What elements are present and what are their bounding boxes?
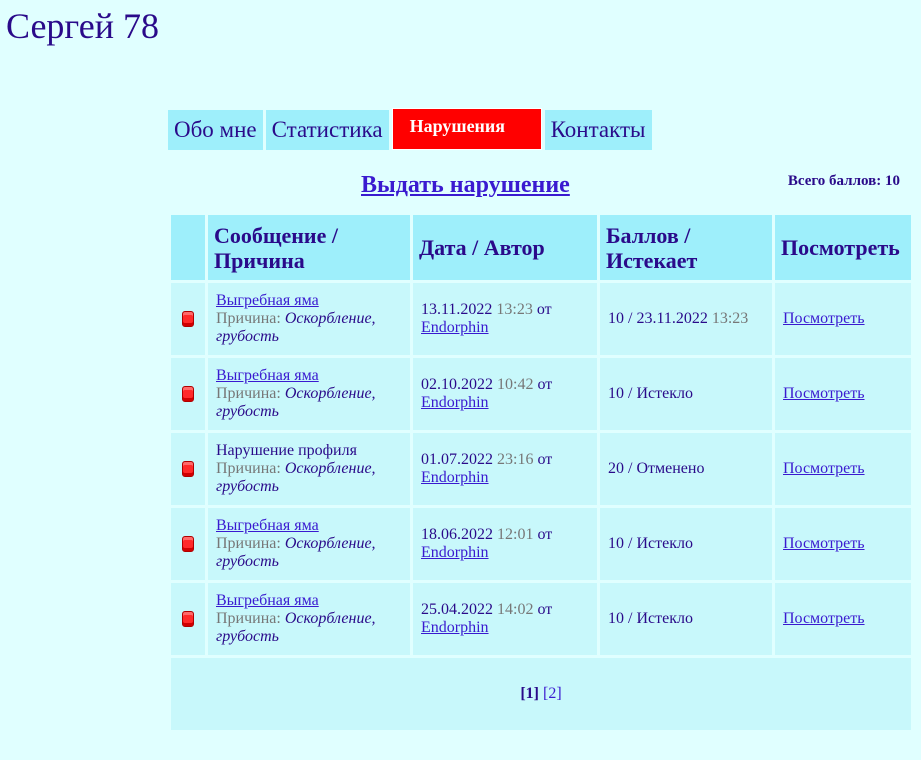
time: 13:23 bbox=[496, 301, 533, 318]
view-link[interactable]: Посмотреть bbox=[783, 385, 865, 402]
date-cell bbox=[413, 508, 597, 580]
points-cell bbox=[600, 433, 772, 505]
issue-violation-link[interactable]: Выдать нарушение bbox=[361, 172, 570, 198]
message-cell bbox=[208, 283, 410, 355]
view-link[interactable]: Посмотреть bbox=[783, 310, 865, 327]
points: 10 / Истекло bbox=[608, 535, 693, 552]
table-row bbox=[171, 433, 911, 505]
view-cell bbox=[775, 433, 911, 505]
view-link[interactable]: Посмотреть bbox=[783, 610, 865, 627]
time: 10:42 bbox=[497, 376, 534, 393]
tab-contacts[interactable]: Контакты bbox=[545, 110, 652, 150]
message-title: Нарушение профиля bbox=[216, 442, 357, 459]
tab-violations[interactable]: Нарушения bbox=[392, 108, 542, 150]
view-link[interactable]: Посмотреть bbox=[783, 535, 865, 552]
date: 02.10.2022 bbox=[421, 376, 493, 393]
from-label: от bbox=[537, 526, 553, 543]
tab-bar bbox=[168, 110, 652, 150]
column-header-points: Баллов / Истекает bbox=[600, 215, 772, 280]
page-2-link[interactable]: [2] bbox=[543, 685, 562, 702]
from-label: от bbox=[537, 451, 553, 468]
view-link[interactable]: Посмотреть bbox=[783, 460, 865, 477]
column-header-date: Дата / Автор bbox=[413, 215, 597, 280]
pagination-row bbox=[171, 658, 911, 730]
time: 12:01 bbox=[497, 526, 534, 543]
date-cell bbox=[413, 283, 597, 355]
red-flag-icon bbox=[182, 386, 194, 402]
time: 23:16 bbox=[497, 451, 534, 468]
table-row bbox=[171, 508, 911, 580]
pagination bbox=[171, 658, 911, 730]
table-header-row bbox=[171, 215, 911, 280]
reason-label: Причина: bbox=[216, 535, 281, 552]
reason-text: Оскорбление, грубость bbox=[216, 385, 376, 420]
from-label: от bbox=[536, 301, 552, 318]
tab-statistics[interactable]: Статистика bbox=[266, 110, 389, 150]
total-points: Всего баллов: 10 bbox=[787, 173, 900, 189]
table-row bbox=[171, 583, 911, 655]
reason-text: Оскорбление, грубость bbox=[216, 610, 376, 645]
red-flag-icon bbox=[182, 311, 194, 327]
date: 01.07.2022 bbox=[421, 451, 493, 468]
page-current: [1] bbox=[520, 685, 539, 702]
points: 10 / 23.11.2022 bbox=[608, 310, 708, 327]
date-cell bbox=[413, 433, 597, 505]
expire-time: 13:23 bbox=[711, 310, 749, 327]
author-link[interactable]: Endorphin bbox=[421, 394, 489, 411]
flag-cell bbox=[171, 583, 205, 655]
author-link[interactable]: Endorphin bbox=[421, 319, 489, 336]
message-cell bbox=[208, 358, 410, 430]
red-flag-icon bbox=[182, 461, 194, 477]
tab-about[interactable]: Обо мне bbox=[168, 110, 263, 150]
view-cell bbox=[775, 508, 911, 580]
points-cell bbox=[600, 283, 772, 355]
flag-cell bbox=[171, 283, 205, 355]
column-header-icon bbox=[171, 215, 205, 280]
table-body bbox=[171, 283, 911, 655]
table-row bbox=[171, 283, 911, 355]
violations-table bbox=[168, 212, 914, 733]
message-cell bbox=[208, 433, 410, 505]
red-flag-icon bbox=[182, 536, 194, 552]
reason-label: Причина: bbox=[216, 385, 281, 402]
reason-text: Оскорбление, грубость bbox=[216, 460, 376, 495]
author-link[interactable]: Endorphin bbox=[421, 544, 489, 561]
reason-label: Причина: bbox=[216, 460, 281, 477]
date-cell bbox=[413, 583, 597, 655]
author-link[interactable]: Endorphin bbox=[421, 469, 489, 486]
flag-cell bbox=[171, 358, 205, 430]
page-title: Сергей 78 bbox=[6, 6, 159, 46]
points-cell bbox=[600, 583, 772, 655]
message-title[interactable]: Выгребная яма bbox=[216, 292, 319, 309]
reason-label: Причина: bbox=[216, 610, 281, 627]
message-cell bbox=[208, 508, 410, 580]
points: 20 / Отменено bbox=[608, 460, 705, 477]
column-header-message: Сообщение / Причина bbox=[208, 215, 410, 280]
date: 25.04.2022 bbox=[421, 601, 493, 618]
date-cell bbox=[413, 358, 597, 430]
points-cell bbox=[600, 358, 772, 430]
reason-text: Оскорбление, грубость bbox=[216, 535, 376, 570]
message-title[interactable]: Выгребная яма bbox=[216, 367, 319, 384]
time: 14:02 bbox=[497, 601, 534, 618]
message-title[interactable]: Выгребная яма bbox=[216, 592, 319, 609]
red-flag-icon bbox=[182, 611, 194, 627]
points: 10 / Истекло bbox=[608, 610, 693, 627]
flag-cell bbox=[171, 433, 205, 505]
reason-text: Оскорбление, грубость bbox=[216, 310, 376, 345]
author-link[interactable]: Endorphin bbox=[421, 619, 489, 636]
reason-label: Причина: bbox=[216, 310, 281, 327]
column-header-view: Посмотреть bbox=[775, 215, 911, 280]
points-cell bbox=[600, 508, 772, 580]
date: 13.11.2022 bbox=[421, 301, 493, 318]
view-cell bbox=[775, 358, 911, 430]
view-cell bbox=[775, 583, 911, 655]
message-title[interactable]: Выгребная яма bbox=[216, 517, 319, 534]
from-label: от bbox=[537, 601, 553, 618]
flag-cell bbox=[171, 508, 205, 580]
message-cell bbox=[208, 583, 410, 655]
view-cell bbox=[775, 283, 911, 355]
date: 18.06.2022 bbox=[421, 526, 493, 543]
points: 10 / Истекло bbox=[608, 385, 693, 402]
from-label: от bbox=[537, 376, 553, 393]
table-row bbox=[171, 358, 911, 430]
